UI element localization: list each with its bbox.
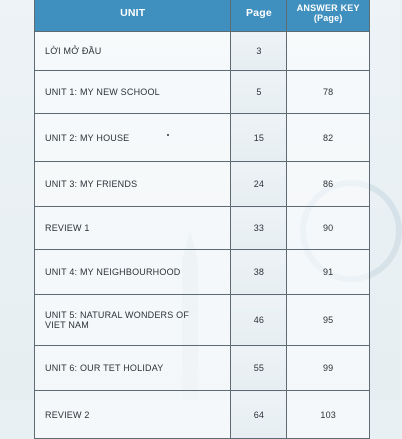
- row-unit: REVIEW 1: [35, 207, 231, 250]
- row-unit: [35, 114, 231, 162]
- row-page: 64: [231, 391, 287, 439]
- row-page: 38: [231, 250, 287, 295]
- row-unit: [35, 295, 231, 346]
- row-unit: UNIT 3: MY FRIENDS: [35, 162, 231, 207]
- row-page: 33: [231, 207, 287, 250]
- row-unit: LỜI MỞ ĐẦU: [35, 32, 231, 71]
- row-page: 55: [231, 346, 287, 391]
- table-row: [35, 391, 370, 439]
- row-unit-line2: VIET NAM: [45, 320, 89, 330]
- table-row: [35, 346, 370, 391]
- table-row: [35, 114, 370, 162]
- table-row: [35, 250, 370, 295]
- row-page: 15: [231, 114, 287, 162]
- header-answer-key-line2: (Page): [313, 13, 343, 23]
- row-page: 3: [231, 32, 287, 71]
- header-page: Page: [231, 0, 287, 32]
- table-header-row: [35, 0, 370, 32]
- table-row: [35, 71, 370, 114]
- row-answer-key: 91: [287, 250, 370, 295]
- row-unit: UNIT 4: MY NEIGHBOURHOOD: [35, 250, 231, 295]
- row-answer-key: 78: [287, 71, 370, 114]
- header-answer-key-line1: ANSWER KEY: [296, 3, 360, 13]
- row-page: 46: [231, 295, 287, 346]
- row-unit-label: UNIT 2: MY HOUSE: [45, 132, 130, 143]
- ink-dot: [167, 134, 169, 136]
- row-unit-line1: UNIT 5: NATURAL WONDERS OF: [45, 310, 190, 320]
- row-answer-key: 99: [287, 346, 370, 391]
- table-of-contents: [34, 0, 370, 439]
- row-answer-key: [287, 32, 370, 71]
- row-unit: UNIT 1: MY NEW SCHOOL: [35, 71, 231, 114]
- table-row: [35, 162, 370, 207]
- row-unit: REVIEW 2: [35, 391, 231, 439]
- row-answer-key: 86: [287, 162, 370, 207]
- row-answer-key: 90: [287, 207, 370, 250]
- row-answer-key: 82: [287, 114, 370, 162]
- table-row: [35, 295, 370, 346]
- row-unit: UNIT 6: OUR TET HOLIDAY: [35, 346, 231, 391]
- row-page: 5: [231, 71, 287, 114]
- table-row: [35, 207, 370, 250]
- row-answer-key: 103: [287, 391, 370, 439]
- table-row: [35, 32, 370, 71]
- header-answer-key: [287, 0, 370, 32]
- row-answer-key: 95: [287, 295, 370, 346]
- row-page: 24: [231, 162, 287, 207]
- header-unit: UNIT: [35, 0, 231, 32]
